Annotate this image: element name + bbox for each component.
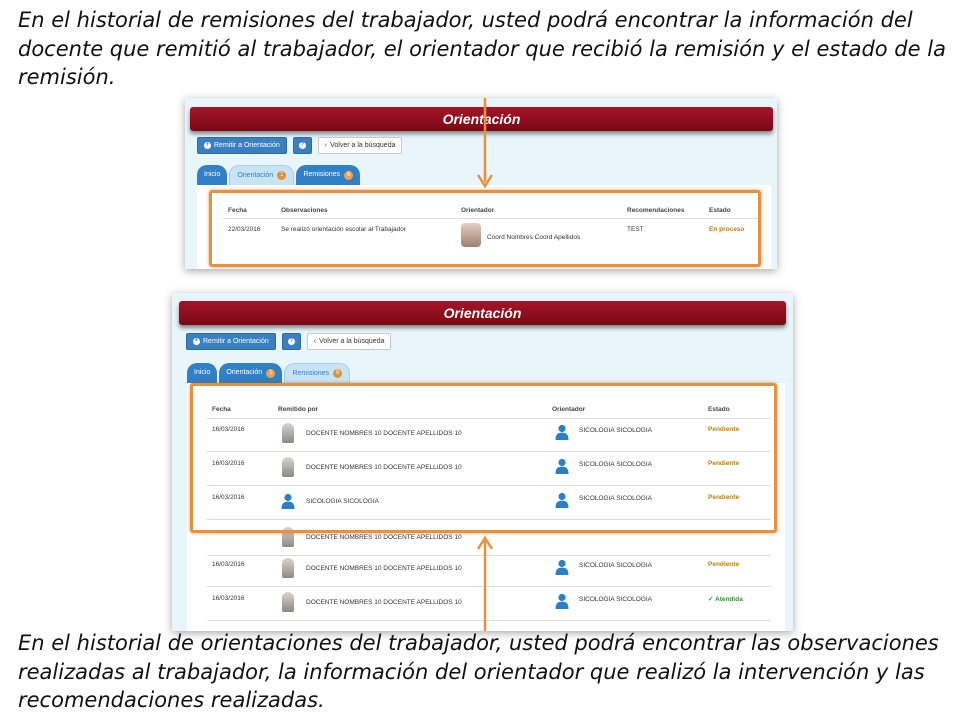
question-icon: ? — [300, 142, 305, 148]
fecha-cell: 22/03/2016 — [228, 226, 261, 233]
status-badge: Pendiente — [708, 494, 740, 501]
count-badge: 6 — [333, 369, 342, 378]
column-header: Observaciones — [281, 207, 328, 214]
column-header: Recomendaciones — [627, 207, 685, 214]
tab-label: Orientación — [237, 171, 274, 179]
plus-circle-icon: + — [194, 338, 199, 344]
fecha-cell: 16/03/2016 — [212, 494, 245, 501]
avatar — [282, 558, 294, 578]
orientador-cell: Coord Nombres Coord Apellidos — [487, 234, 581, 241]
help-button[interactable] — [293, 137, 312, 154]
column-header: Fecha — [212, 406, 231, 413]
status-badge: Pendiente — [708, 460, 740, 467]
tab-label: Remisiones — [303, 171, 341, 178]
remitido-cell: DOCENTE NOMBRES 10 DOCENTE APELLIDOS 10 — [306, 599, 462, 606]
remitido-cell: DOCENTE NOMBRES 10 DOCENTE APELLIDOS 10 — [306, 534, 462, 541]
top-caption: En el historial de remisiones del trabajador, usted podrá encontrar la información del docente que remitió al trabajador, el orientador que recibió la remisión y el estado de la remisión. — [18, 8, 946, 89]
chevron-left-icon: ‹ — [313, 338, 317, 345]
remitido-cell: DOCENTE NOMBRES 10 DOCENTE APELLIDOS 10 — [306, 464, 462, 471]
orientador-cell: SICOLOGIA SICOLOGIA — [579, 562, 652, 569]
status-badge: Pendiente — [708, 561, 740, 568]
plus-circle-icon: + — [205, 142, 210, 148]
observaciones-cell: Se realizó orientación escolar al Trabajador — [281, 226, 407, 233]
tab-inicio[interactable] — [197, 165, 227, 185]
bottom-caption: En el historial de orientaciones del trabajador, usted podrá encontrar las observaciones realizadas al trabajador, la información del orientador que realizó la intervención y las recomendaciones realizadas. — [18, 631, 939, 712]
back-button[interactable] — [318, 137, 403, 154]
tab-label: Inicio — [194, 369, 211, 376]
orientador-cell: SICOLOGIA SICOLOGIA — [579, 596, 652, 603]
tab-bar — [197, 165, 360, 185]
toolbar — [186, 333, 391, 350]
status-badge: Pendiente — [708, 426, 740, 433]
tab-remisiones[interactable] — [284, 363, 350, 383]
highlight-frame — [190, 383, 777, 533]
tab-bar — [187, 363, 350, 383]
page-title: Orientación — [190, 107, 773, 131]
count-badge: 6 — [344, 171, 353, 180]
remitido-cell: DOCENTE NOMBRES 10 DOCENTE APELLIDOS 10 — [306, 430, 462, 437]
up-arrow-icon — [476, 535, 494, 631]
fecha-cell: 16/03/2016 — [212, 595, 245, 602]
tab-label: Orientación — [226, 369, 263, 376]
count-badge: 1 — [266, 369, 275, 378]
tab-orientacion[interactable] — [229, 165, 294, 185]
remitir-button[interactable] — [186, 333, 276, 350]
remitido-cell: SICOLOGIA SICOLOGIA — [306, 498, 379, 505]
remitir-button-label: Remitir a Orientación — [214, 142, 280, 149]
highlight-frame — [209, 190, 761, 267]
help-button[interactable] — [282, 333, 301, 350]
column-header: Orientador — [552, 406, 586, 413]
down-arrow-icon — [476, 98, 494, 190]
tab-orientacion[interactable] — [219, 363, 282, 383]
status-badge: ✓ Atendida — [708, 596, 743, 603]
fecha-cell: 16/03/2016 — [212, 460, 245, 467]
tab-label: Inicio — [204, 171, 221, 178]
back-button-label: Volver a la búsqueda — [330, 142, 396, 149]
fecha-cell: 16/03/2016 — [212, 426, 245, 433]
person-icon — [554, 593, 570, 609]
question-icon: ? — [289, 338, 294, 344]
tab-label: Remisiones — [292, 369, 330, 377]
remitir-button[interactable] — [197, 137, 287, 154]
remitir-button-label: Remitir a Orientación — [203, 338, 269, 345]
column-header: Estado — [708, 406, 730, 413]
column-header: Estado — [709, 207, 731, 214]
tab-remisiones[interactable] — [296, 165, 360, 185]
column-header: Remitido por — [278, 406, 319, 413]
back-button-label: Volver a la búsqueda — [319, 338, 385, 345]
toolbar — [197, 137, 402, 154]
recomendaciones-cell: TEST — [627, 226, 644, 233]
person-icon — [554, 559, 570, 575]
column-header: Fecha — [228, 207, 247, 214]
status-badge: En proceso — [709, 226, 745, 233]
count-badge: 1 — [277, 171, 286, 180]
tab-inicio[interactable] — [187, 363, 217, 383]
orientador-cell: SICOLOGIA SICOLOGIA — [579, 495, 652, 502]
remitido-cell: DOCENTE NOMBRES 10 DOCENTE APELLIDOS 10 — [306, 565, 462, 572]
chevron-left-icon: ‹ — [324, 142, 328, 149]
orientador-cell: SICOLOGIA SICOLOGIA — [579, 427, 652, 434]
fecha-cell: 16/03/2016 — [212, 561, 245, 568]
page-title: Orientación — [179, 301, 786, 325]
avatar — [282, 592, 294, 612]
back-button[interactable] — [307, 333, 392, 350]
column-header: Orientador — [461, 207, 495, 214]
orientador-cell: SICOLOGIA SICOLOGIA — [579, 461, 652, 468]
